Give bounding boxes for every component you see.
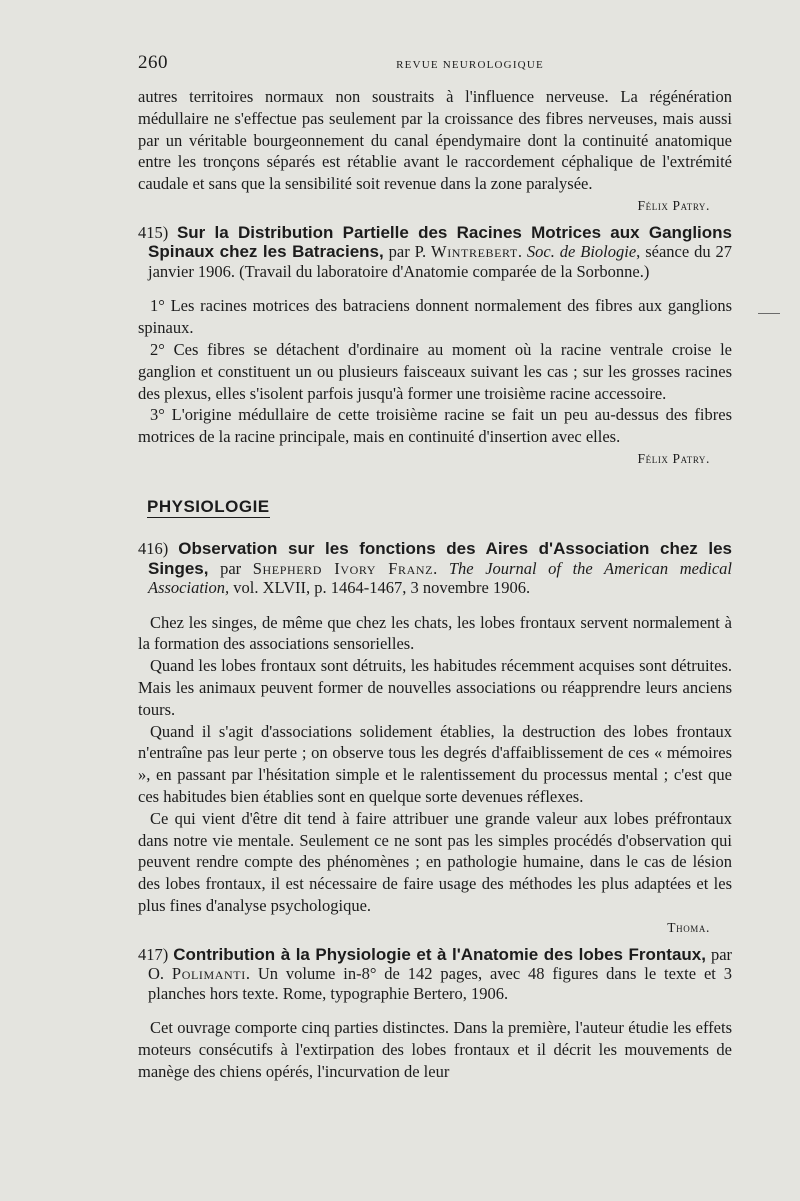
article-by: par O. — [148, 944, 733, 984]
journal-name: Soc. de Biologie — [526, 242, 637, 262]
article-source: . Un volume in-8° de 142 pages, avec 48 figures dans le texte et 3 planches hors texte. Rome, typographie Bertero, 1906. — [148, 964, 732, 1003]
article-heading — [138, 223, 732, 282]
article-title: Sur la Distribution Partielle des Racines Motrices aux Ganglions Spinaux chez les Batraciens, — [148, 222, 732, 262]
margin-mark — [758, 313, 780, 314]
article-by: par P. — [383, 242, 432, 262]
signature: Félix Patry. — [637, 197, 710, 213]
article-paragraph: 2° Ces fibres se détachent d'ordinaire au moment où la racine ventrale croise le ganglion et constituent un ou plusieurs faisceaux suivant les cas ; sur les grosses racines des plexus, elles s'isolent parfois jusqu'à former une troisième racine accessoire. — [138, 340, 732, 403]
article-number: 417) — [138, 944, 169, 964]
article-number: 415) — [138, 222, 169, 242]
article-source: vol. XLVII, p. 1464-1467, 3 novembre 1906. — [229, 578, 531, 598]
article-paragraph: Chez les singes, de même que chez les chats, les lobes frontaux servent normalement à la formation des associations sensorielles. — [138, 612, 732, 654]
article-paragraph: Ce qui vient d'être dit tend à faire attribuer une grande valeur aux lobes préfrontaux dans notre vie mentale. Seulement ce ne sont pas les simples procédés d'observation qui peuvent rendre compte des phénomènes ; en pathologie humaine, dans le cas de lésion des lobes frontaux, il est nécessaire de faire usage des méthodes les plus adaptées et les plus fines d'analyse psychologique. — [138, 808, 732, 915]
article-title: Contribution à la Physiologie et à l'Anatomie des lobes Frontaux, — [173, 944, 706, 964]
signature: Félix Patry. — [637, 451, 710, 467]
article-number: 416) — [138, 539, 169, 559]
running-title: REVUE NEUROLOGIQUE — [396, 59, 544, 71]
journal-name: The Journal of the American medical Association, — [148, 558, 732, 598]
article-paragraph: 1° Les racines motrices des batraciens donnent normalement des fibres aux ganglions spinaux. — [138, 296, 732, 338]
article-heading — [138, 945, 732, 1004]
intro-paragraph: autres territoires normaux non soustraits à l'influence nerveuse. La régénération médullaire ne s'effectue pas seulement par la croissance des fibres nerveuses, mais aussi par un véritable bourgeonnement du canal épendymaire dont la continuité anatomique entre les tronçons séparés est rétablie avant le raccordement céphalique de l'extrémité caudale et sans que la sensibilité soit revenue dans la zone paralysée. — [138, 87, 732, 194]
article-source: , séance du 27 janvier 1906. (Travail du laboratoire d'Anatomie comparée de la Sorbonne.) — [148, 242, 732, 281]
article-source: . — [433, 558, 449, 578]
article-paragraph: Quand les lobes frontaux sont détruits, les habitudes récemment acquises sont détruites. Mais les animaux peuvent former de nouvelles associations ou réapprendre leurs anciens tours. — [138, 656, 732, 719]
article-title: Observation sur les fonctions des Aires d'Association chez les Singes, — [148, 539, 732, 578]
article-paragraph: Quand il s'agit d'associations solidement établies, la destruction des lobes frontaux n'entraîne pas leur perte ; on observe tous les degrés d'affaiblissement de ces « mémoires », en passant par l'hésitation simple et le ralentissement du processus mental ; c'est que ces habitudes bien établies sont en quelque sorte devenues réflexes. — [138, 721, 732, 806]
article-heading — [138, 539, 732, 598]
page-number: 260 — [138, 52, 168, 73]
article-author: Shepherd Ivory Franz — [252, 558, 434, 578]
signature: Thoma. — [667, 919, 710, 935]
section-heading: PHYSIOLOGIE — [147, 497, 270, 517]
page-header — [138, 50, 732, 86]
article-paragraph: Cet ouvrage comporte cinq parties distinctes. Dans la première, l'auteur étudie les effets moteurs consécutifs à l'extirpation des lobes frontaux et il décrit les mouvements de manège des chiens opérés, l'incurvation de leur — [138, 1018, 732, 1081]
article-by: par — [208, 558, 253, 578]
article-author: Wintrebert — [431, 242, 518, 262]
article-paragraph: 3° L'origine médullaire de cette troisième racine se fait un peu au-dessus des fibres motrices de la racine principale, mais en continuité d'insertion avec elles. — [138, 405, 732, 447]
article-author: Polimanti — [171, 964, 246, 984]
article-source: . — [517, 242, 527, 262]
